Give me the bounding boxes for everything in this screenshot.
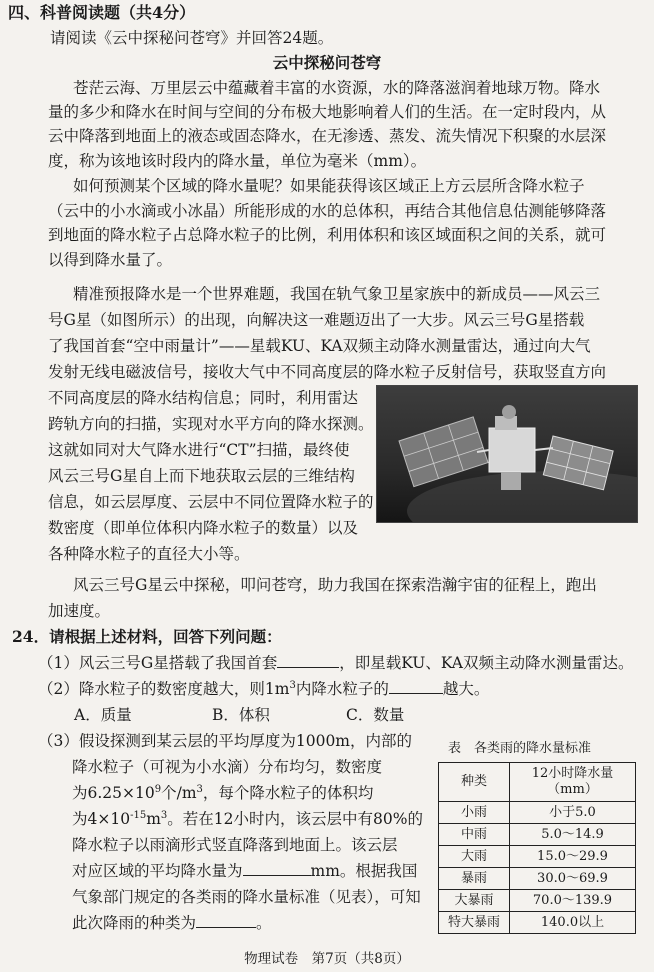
option-c: C．数量 bbox=[346, 706, 405, 724]
q3-l4-sup2: 3 bbox=[160, 809, 168, 821]
option-b: B．体积 bbox=[212, 706, 270, 724]
para4-line: 风云三号G星云中探秘，叩问苍穹，助力我国在探索浩瀚宇宙的征程上，跑出 bbox=[73, 576, 597, 594]
q3-l8-a: 此次降雨的种类为 bbox=[72, 914, 197, 932]
table-cell-type: 大暴雨 bbox=[439, 890, 510, 912]
table-cell-amount: 小于5.0 bbox=[510, 802, 636, 824]
answer-blank-1[interactable] bbox=[277, 653, 339, 668]
table-cell-type: 大雨 bbox=[439, 846, 510, 868]
q3-line: 降水粒子以雨滴形式竖直降落到地面上。该云层 bbox=[72, 836, 398, 854]
table-cell-amount: 30.0～69.9 bbox=[510, 868, 636, 890]
table-header-type: 种类 bbox=[439, 763, 510, 802]
q3-l4-sup1: -15 bbox=[130, 809, 147, 821]
q3-line: （3）假设探测到某云层的平均厚度为1000m，内部的 bbox=[38, 732, 413, 750]
para4-line: 加速度。 bbox=[48, 602, 111, 620]
table-cell-amount: 140.0以上 bbox=[510, 912, 636, 934]
q3-line bbox=[72, 782, 373, 804]
para3-line: 了我国首套“空中雨量计”——星载KU、KA双频主动降水测量雷达，通过向大气 bbox=[48, 337, 591, 355]
q3-l3-sup1: 9 bbox=[154, 783, 162, 795]
q3-l3-sup2: 3 bbox=[196, 783, 203, 795]
table-cell-amount: 15.0～29.9 bbox=[510, 846, 636, 868]
q3-line bbox=[72, 860, 417, 882]
para2-line: （云中的小水滴或小冰晶）所能形成的水的总体积，再结合其他信息估测能够降落 bbox=[48, 202, 607, 220]
instruction: 请阅读《云中探秘问苍穹》并回答24题。 bbox=[50, 29, 334, 47]
q3-l3-c: ，每个降水粒子的体积均 bbox=[202, 784, 374, 802]
page-footer: 物理试卷 第7页（共8页） bbox=[244, 951, 410, 967]
table-cell-amount: 5.0～14.9 bbox=[510, 824, 636, 846]
para3-line: 跨轨方向的扫描，实现对水平方向的降水探测。 bbox=[48, 415, 374, 433]
para1-line: 苍茫云海、万里层云中蕴藏着丰富的水资源，水的降落滋润着地球万物。降水 bbox=[73, 79, 601, 97]
table-row bbox=[439, 802, 636, 824]
table-header-amount-l2: （mm） bbox=[547, 782, 598, 797]
para3-line: 不同高度层的降水结构信息；同时，利用雷达 bbox=[48, 389, 359, 407]
satellite-illustration bbox=[377, 386, 637, 522]
q3-l6-a: 对应区域的平均降水量为 bbox=[72, 862, 243, 880]
para3-line: 发射无线电磁波信号，接收大气中不同高度层的降水粒子反射信号，获取竖直方向 bbox=[48, 363, 607, 381]
table-row bbox=[439, 824, 636, 846]
table-caption: 表 各类雨的降水量标准 bbox=[448, 741, 592, 756]
para3-line: 各种降水粒子的直径大小等。 bbox=[48, 545, 250, 563]
q3-l4-c: 。若在12小时内，该云层中有80%的 bbox=[167, 810, 423, 828]
question-2 bbox=[38, 678, 489, 700]
q2-text-b: 内降水粒子的 bbox=[295, 680, 389, 698]
answer-blank-2[interactable] bbox=[389, 679, 443, 694]
table-row bbox=[439, 868, 636, 890]
para1-line: 云中降落到地面上的液态或固态降水，在无渗透、蒸发、流失情况下积聚的水层深 bbox=[48, 127, 607, 145]
q1-text-b: ，即星载KU、KA双频主动降水测量雷达。 bbox=[339, 654, 634, 672]
q3-l8-b: 。 bbox=[256, 914, 272, 932]
section-heading: 四、科普阅读题（共4分） bbox=[8, 3, 196, 22]
article-title: 云中探秘问苍穹 bbox=[272, 53, 382, 72]
para3-line: 号G星（如图所示）的出现，向解决这一难题迈出了一大步。风云三号G星搭载 bbox=[48, 311, 585, 329]
table-header-amount-l1: 12小时降水量 bbox=[531, 766, 614, 781]
table-cell-amount: 70.0～139.9 bbox=[510, 890, 636, 912]
para2-line: 如何预测某个区域的降水量呢？如果能获得该区域正上方云层所含降水粒子 bbox=[73, 177, 585, 195]
para3-line: 数密度（即单位体积内降水粒子的数量）以及 bbox=[48, 519, 359, 537]
answer-blank-3[interactable] bbox=[243, 861, 311, 876]
q2-superscript: 3 bbox=[289, 679, 296, 691]
q3-l3-a: 为6.25×10 bbox=[72, 784, 155, 802]
question-1 bbox=[38, 652, 634, 674]
q3-l4-a: 为4×10 bbox=[72, 810, 131, 828]
para2-line: 以得到降水量了。 bbox=[48, 251, 173, 269]
table-cell-type: 暴雨 bbox=[439, 868, 510, 890]
q1-text-a: （1）风云三号G星搭载了我国首套 bbox=[38, 654, 278, 672]
para1-line: 量的多少和降水在时间与空间的分布极大地影响着人们的生活。在一定时段内，从 bbox=[48, 103, 607, 121]
q3-l6-b: mm。根据我国 bbox=[310, 862, 418, 880]
q3-line bbox=[72, 808, 423, 830]
rainfall-standard-table bbox=[438, 762, 636, 934]
q3-line: 降水粒子（可视为小水滴）分布均匀，数密度 bbox=[72, 758, 383, 776]
table-row bbox=[439, 846, 636, 868]
table-cell-type: 特大暴雨 bbox=[439, 912, 510, 934]
para2-line: 到地面的降水粒子占总降水粒子的比例，利用体积和该区域面积之间的关系，就可 bbox=[48, 226, 607, 244]
question-stem: 24．请根据上述材料，回答下列问题： bbox=[12, 627, 282, 646]
table-cell-type: 中雨 bbox=[439, 824, 510, 846]
satellite-photo bbox=[376, 385, 638, 523]
q3-line bbox=[72, 912, 272, 934]
q3-line: 气象部门规定的各类雨的降水量标准（见表），可知 bbox=[72, 888, 421, 906]
answer-blank-4[interactable] bbox=[196, 913, 256, 928]
para1-line: 度，称为该地该时段内的降水量，单位为毫米（mm）。 bbox=[48, 152, 427, 170]
table-row bbox=[439, 890, 636, 912]
table-header-row bbox=[439, 763, 636, 802]
q2-text-a: （2）降水粒子的数密度越大，则1m bbox=[38, 680, 290, 698]
table-cell-type: 小雨 bbox=[439, 802, 510, 824]
q3-l4-b: m bbox=[146, 810, 161, 828]
table-header-amount bbox=[510, 763, 636, 802]
q3-l3-b: 个/m bbox=[161, 784, 197, 802]
q2-text-c: 越大。 bbox=[442, 680, 490, 698]
option-a: A．质量 bbox=[74, 706, 132, 724]
table-row bbox=[439, 912, 636, 934]
para3-line: 风云三号G星自上而下地获取云层的三维结构 bbox=[48, 467, 355, 485]
para3-line: 这就如同对大气降水进行“CT”扫描，最终使 bbox=[48, 441, 350, 459]
para3-line: 信息，如云层厚度、云层中不同位置降水粒子的 bbox=[48, 493, 374, 511]
para3-line: 精准预报降水是一个世界难题，我国在轨气象卫星家族中的新成员——风云三 bbox=[73, 285, 601, 303]
